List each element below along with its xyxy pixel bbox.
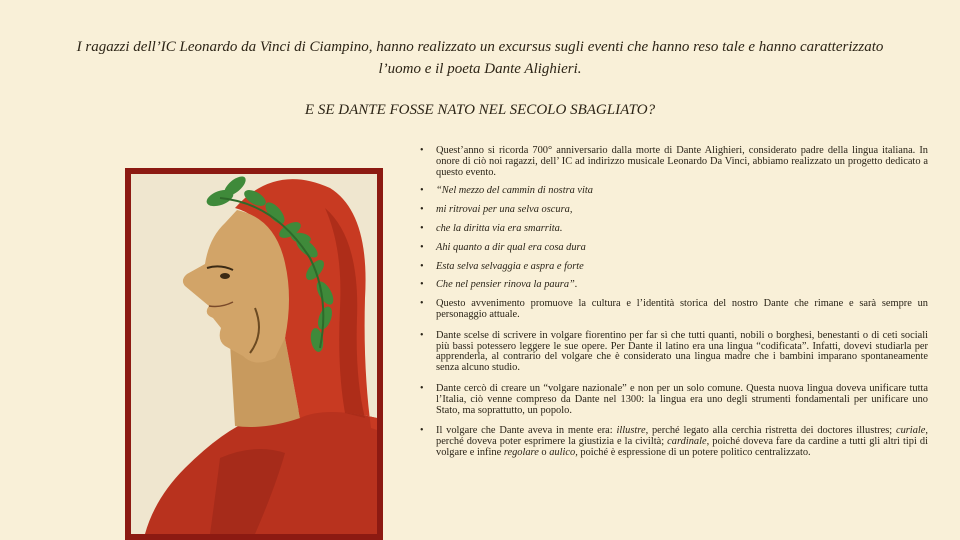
- bullet-dot: •: [420, 329, 424, 341]
- verse-line: mi ritrovai per una selva oscura,: [436, 204, 573, 216]
- verse-line: “Nel mezzo del cammin di nostra vita: [436, 185, 594, 197]
- text-run: o: [538, 446, 550, 458]
- bullet-text: Questo avvenimento promuove la cultura e l’identità storica del nostro Dante che rimane e sarà sempre un personaggio attuale.: [436, 298, 928, 320]
- bullet-text: [436, 425, 928, 458]
- verse-line: Che nel pensier rinova la paura”.: [436, 279, 578, 291]
- list-item: [418, 299, 928, 321]
- list-item: [418, 262, 928, 273]
- bullet-dot: •: [420, 279, 424, 291]
- term-illustre: illustre: [616, 425, 646, 437]
- bullet-dot: •: [420, 185, 424, 197]
- list-item: [418, 384, 928, 416]
- question-heading: E SE DANTE FOSSE NATO NEL SECOLO SBAGLIATO?: [304, 102, 656, 118]
- list-item: [418, 205, 928, 216]
- bullet-dot: •: [420, 145, 424, 156]
- list-item: [418, 224, 928, 235]
- term-curiale: curiale: [895, 425, 926, 437]
- bullet-text: Dante scelse di scrivere in volgare fiorentino per far sì che tutti quanti, nobili o borghesi, benestanti o di ceti sociali più bassi potessero leggere le sue opere. Per Dante il latino era una lingua “codificata”. Infatti, dovevi studiarla per apprenderla, al contrario del volgare che è considerato una lingua madre che i bambini imparano spontaneamente senza alcuno studio.: [436, 329, 928, 374]
- bullet-text: Dante cercò di creare un “volgare nazionale” e non per un solo comune. Questa nuova lingua doveva unificare tutta l’Italia, ciò venne compreso da Dante nel 1300: la lingua era uno degli strumenti fondamentali per unificare uno Stato, ma soprattutto, un popolo.: [436, 382, 928, 416]
- list-item: [418, 331, 928, 374]
- bullet-dot: •: [420, 241, 424, 253]
- list-item: [418, 146, 928, 178]
- list-item: [418, 243, 928, 254]
- bullet-dot: •: [420, 382, 424, 394]
- list-item: [418, 280, 928, 291]
- term-aulico: aulico: [549, 446, 576, 458]
- intro-text: I ragazzi dell’IC Leonardo da Vinci di Ciampino, hanno realizzato un excursus sugli eventi che hanno reso tale e hanno caratterizzato l’uomo e il poeta Dante Alighieri.: [76, 39, 884, 77]
- bullet-text: Quest’anno si ricorda 700° anniversario dalla morte di Dante Alighieri, considerato padre della lingua italiana. In onore di ciò noi ragazzi, dell’ IC ad indirizzo musicale Leonardo Da Vinci, abbiamo realizzato un progetto dedicato a questo evento.: [436, 145, 928, 178]
- list-item: [418, 426, 928, 458]
- bullet-dot: •: [420, 260, 424, 272]
- dante-portrait-image: [125, 168, 383, 540]
- text-run: , perché doveva poter esprimere la giustizia e la civiltà;: [436, 425, 928, 448]
- verse-line: Esta selva selvaggia e aspra e forte: [436, 260, 584, 272]
- bullet-list: [418, 146, 928, 459]
- bullet-dot: •: [420, 204, 424, 216]
- verse-line: Ahi quanto a dir qual era cosa dura: [436, 241, 586, 253]
- text-run: , perché legato alla cerchia ristretta dei doctores illustres;: [645, 425, 896, 437]
- text-run: Il volgare che Dante aveva in mente era:: [436, 425, 617, 437]
- term-cardinale: cardinale: [667, 436, 707, 448]
- verse-line: che la diritta via era smarrita.: [436, 222, 563, 234]
- text-run: , poiché doveva fare da cardine a tutti gli altri tipi di volgare e infine: [436, 436, 928, 458]
- bullet-dot: •: [420, 425, 424, 437]
- bullet-dot: •: [420, 298, 424, 310]
- bullet-dot: •: [420, 222, 424, 234]
- list-item: [418, 186, 928, 197]
- text-run: , poiché è espressione di un potere politico centralizzato.: [575, 446, 811, 458]
- term-regolare: regolare: [503, 446, 539, 458]
